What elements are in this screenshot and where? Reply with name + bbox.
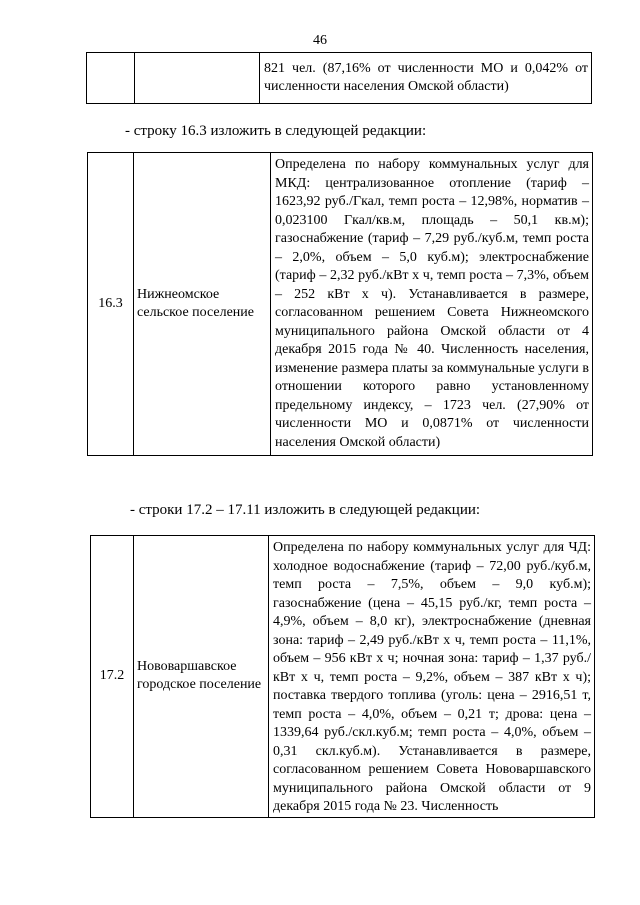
table-row xyxy=(88,153,593,456)
settlement-cell: Нижнеомское сельское поселение xyxy=(134,153,271,456)
description-cell: Определена по набору коммунальных услуг для МКД: централизованное отопление (тариф – 1623,92 руб./Гкал, темп роста – 12,98%, норматив – 0,023100 Гкал/кв.м, площадь – 50,1 кв.м); газоснабжение (тариф – 7,29 руб./куб.м, темп роста – 2,0%, объем – 5,0 куб.м); электроснабжение (тариф – 2,32 руб./кВт х ч, темп роста – 7,3%, объем – 252 кВт х ч). Устанавливается в размере, согласованном решением Совета Нижнеомского муниципального района Омской области от 4 декабря 2015 года № 40. Численность населения, изменение размера платы за коммунальные услуги в отношении которого равно установленному предельному индексу, – 1723 чел. (27,90% от численности МО и 0,0871% от численности населения Омской области) xyxy=(271,153,593,456)
row-number-cell xyxy=(87,53,135,104)
table-row-16-3 xyxy=(87,152,593,456)
table-row xyxy=(91,536,595,818)
description-cell: 821 чел. (87,16% от численности МО и 0,042% от численности населения Омской области) xyxy=(260,53,592,104)
table-row xyxy=(87,53,592,104)
table-row-16-2-continuation xyxy=(86,52,592,104)
instruction-line: - строку 16.3 изложить в следующей редакции: xyxy=(125,123,427,139)
settlement-cell xyxy=(135,53,260,104)
settlement-cell: Нововаршавское городское поселение xyxy=(134,536,269,818)
table-row-17-2 xyxy=(90,535,595,818)
instruction-line: - строки 17.2 – 17.11 изложить в следующей редакции: xyxy=(130,502,481,518)
description-cell: Определена по набору коммунальных услуг для ЧД: холодное водоснабжение (тариф – 72,00 руб./куб.м, темп роста – 7,5%, объем – 9,0 куб.м); газоснабжение (цена – 45,15 руб./кг, темп роста – 4,9%, объем – 8,0 кг), электроснабжение (дневная зона: тариф – 2,49 руб./кВт х ч, темп роста – 11,1%, объем – 956 кВт х ч; ночная зона: тариф – 1,37 руб./кВт х ч, темп роста – 9,2%, объем – 387 кВт х ч); поставка твердого топлива (уголь: цена – 2916,51 т, темп роста – 4,0%, объем – 0,21 т; дрова: цена – 1339,64 руб./скл.куб.м; темп роста – 4,0%, объем – 0,31 скл.куб.м). Устанавливается в размере, согласованном решением Совета Нововаршавского муниципального района Омской области от 9 декабря 2015 года № 23. Численность xyxy=(269,536,595,818)
row-number-cell: 17.2 xyxy=(91,536,134,818)
row-number-cell: 16.3 xyxy=(88,153,134,456)
page-number: 46 xyxy=(313,33,327,48)
